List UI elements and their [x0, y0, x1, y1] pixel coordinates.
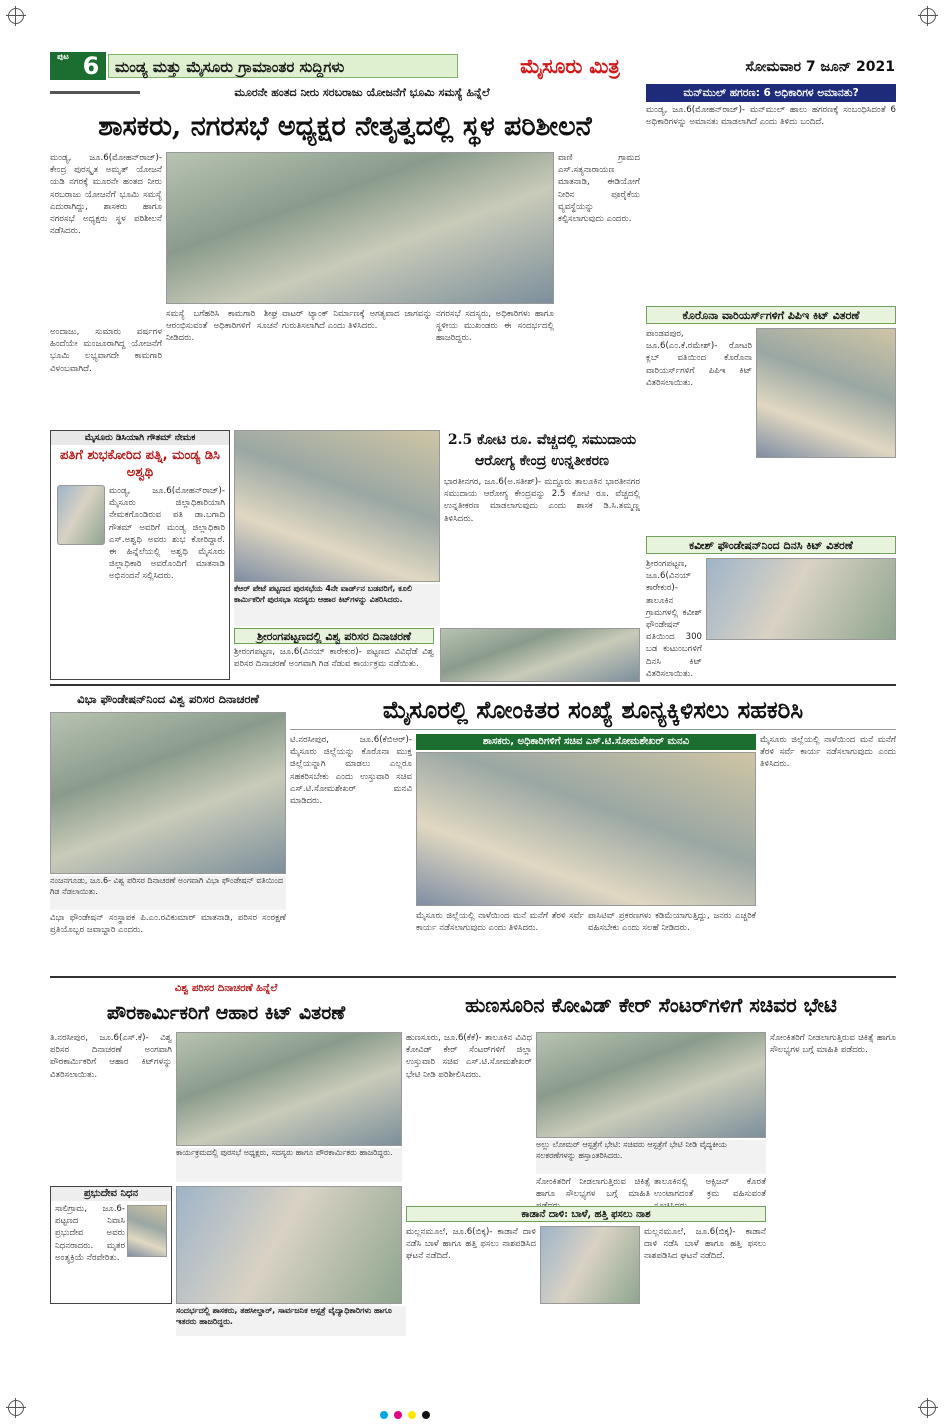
- vibha-caption: ನಂಜನಗೂಡು, ಜೂ.6- ವಿಶ್ವ ಪರಿಸರ ದಿನಾಚರಣೆ ಅಂಗವಾಗಿ ವಿಭಾ ಫೌಂಡೇಷನ್ ವತಿಯಿಂದ ಗಿಡ ನೆಡಲಾಯಿತು.: [50, 876, 286, 910]
- hunsur-body-1: ಹುಣಸೂರು, ಜೂ.6(ಕೆಕೆ)- ತಾಲೂಕಿನ ವಿವಿಧ ಕೋವಿಡ್ ಕೇರ್ ಸೆಂಟರ್‌ಗಳಿಗೆ ಜಿಲ್ಲಾ ಉಸ್ತುವಾರಿ ಸಚಿವ ಎಸ್.ಟಿ.ಸೋಮಶೇಖರ್ ಭೇಟಿ ನೀಡಿ ಪರಿಶೀಲಿಸಿದರು.: [406, 1033, 532, 1080]
- elephant-title-box: [406, 1206, 766, 1222]
- obituary-body: ಸಾಲಿಗ್ರಾಮ, ಜೂ.6- ಪಟ್ಟಣದ ನಿವಾಸಿ ಪ್ರಭುದೇವ ಅವರು ನಿಧನರಾದರು. ಮೃತರ ಅಂತ್ಯಕ್ರಿಯೆ ನೆರವೇರಿತು.: [55, 1204, 125, 1263]
- mysore-zero-body-2: ಮೈಸೂರು ಜಿಲ್ಲೆಯಲ್ಲಿ ನಾಳೆಯಿಂದ ಮನೆ ಮನೆಗೆ ತೆರಳಿ ಸರ್ವೆ ಕಾರ್ಯ ನಡೆಸಲಾಗುವುದು ಎಂದು ತಿಳಿಸಿದರು.: [416, 911, 584, 934]
- vibha-photo: [50, 712, 286, 874]
- elephant-body-2: ಮಲ್ಲನಮೂಲೆ, ಜೂ.6(ಬಿಕ್ಕ)- ಕಾಡಾನೆ ದಾಳಿ ನಡೆಸಿ ಬಾಳೆ ಹಾಗೂ ಹತ್ತಿ ಫಸಲು ನಾಶಪಡಿಸಿದ ಘಟನೆ ನಡೆದಿದೆ.: [644, 1227, 766, 1262]
- registration-mark: [8, 1400, 24, 1416]
- hunsur-caption: ಅಲ್ಲು ಲೋಮರ್ ಆಸ್ಪತ್ರೆಗೆ ಭೇಟಿ: ಸಚಿವರು ಆಸ್ಪತ್ರೆಗೆ ಭೇಟಿ ನೀಡಿ ವೈದ್ಯಕೀಯ ಸಲಕರಣೆಗಳನ್ನು ಹಸ್ತಾಂತರಿಸಿದರು.: [536, 1140, 766, 1174]
- kaveesh-headline: ಕವೀಶ್ ಫೌಂಡೇಷನ್‌ನಿಂದ ದಿನಸಿ ಕಿಟ್ ವಿತರಣೆ: [689, 539, 853, 552]
- corona-warriors-body: ಪಾಂಡವಪುರ, ಜೂ.6(ಎಂ.ಕೆ.ರಮೇಶ್)- ರೋಟರಿ ಕ್ಲಬ್ ವತಿಯಿಂದ ಕೊರೊನಾ ವಾರಿಯರ್ಸ್‌ಗಳಿಗೆ ಪಿಪಿಇ ಕಿಟ್ ವಿತರಿಸಲಾಯಿತು.: [646, 329, 752, 388]
- page-label: [50, 52, 76, 80]
- pourakarmika-caption: ಕಾರ್ಯಕ್ರಮದಲ್ಲಿ ಪುರಸಭೆ ಅಧ್ಯಕ್ಷರು, ಸದಸ್ಯರು ಹಾಗೂ ಪೌರಕಾರ್ಮಿಕರು ಹಾಜರಿದ್ದರು.: [176, 1148, 402, 1182]
- lead-body-5: ವಾಣಿ ಗ್ರಾಮದ ಎಸ್.ಸತ್ಯನಾರಾಯಣ ಮಾತನಾಡಿ, ಈಡಿಯೋಗೆ ನೀರಿನ ಪೂರೈಕೆಯ ವ್ಯವಸ್ಥೆಯನ್ನು ಕಲ್ಪಿಸಲಾಗುವುದು ಎಂದರು.: [558, 153, 640, 225]
- hunsur-body-2: ಸೋಂಕಿತರಿಗೆ ನೀಡಲಾಗುತ್ತಿರುವ ಚಿಕಿತ್ಸೆ ಹಾಗೂ ಸೌಲಭ್ಯಗಳ ಬಗ್ಗೆ ಮಾಹಿತಿ: [536, 1177, 650, 1200]
- lead-body-4: ವಾಟರ್ ಟ್ಯಾಂಕ್ ನಿರ್ಮಾಣಕ್ಕೆ ಅಗತ್ಯವಾದ ಜಾಗವನ್ನು ಗುರುತಿಸಲಾಗಿದೆ ಎಂದು ತಿಳಿಸಿದರು.: [282, 309, 432, 332]
- elephant-title: ಕಾಡಾನೆ ದಾಳಿ: ಬಾಳೆ, ಹತ್ತಿ ಫಸಲು ನಾಶ: [521, 1209, 651, 1220]
- pourakarmika-headline: ಪೌರಕಾರ್ಮಿಕರಿಗೆ ಆಹಾರ ಕಿಟ್ ವಿತರಣೆ: [106, 1002, 346, 1024]
- food-kit-caption: ಕೆಆರ್ ಪೇಟೆ ಪಟ್ಟಣದ ಪುರಸಭೆಯ 4ನೇ ವಾರ್ಡ್‌ನ ಬಡವರಿಗೆ, ಕೂಲಿ ಕಾರ್ಮಿಕರಿಗೆ ಪುರಸಭಾ ಸದಸ್ಯರು ಆಹಾರ ಕಿಟ್‌ಗಳನ್ನು ವಿತರಿಸಿದರು.: [234, 584, 440, 626]
- hunsur-photo: [536, 1032, 766, 1138]
- obituary-portrait: [127, 1205, 167, 1257]
- pourakarmika-body: ತಿ.ನರಸೀಪುರ, ಜೂ.6(ಎಸ್.ಕೆ)- ವಿಶ್ವ ಪರಿಸರ ದಿನಾಚರಣೆ ಅಂಗವಾಗಿ ಪೌರಕಾರ್ಮಿಕರಿಗೆ ಆಹಾರ ಕಿಟ್‌ಗಳನ್ನು ವಿತರಿಸಲಾಯಿತು.: [50, 1033, 172, 1080]
- registration-mark: [8, 8, 24, 24]
- section-divider: [50, 976, 896, 978]
- cyan-dot: [380, 1411, 388, 1419]
- lead-body-6: ನಗರಸಭೆ ಸದಸ್ಯರು, ಅಧಿಕಾರಿಗಳು ಹಾಗೂ ಸ್ಥಳೀಯ ಮುಖಂಡರು ಈ ಸಂದರ್ಭದಲ್ಲಿ ಹಾಜರಿದ್ದರು.: [436, 309, 554, 344]
- srirangapatna-body: ಶ್ರೀರಂಗಪಟ್ಟಣ, ಜೂ.6(ವಿನಯ್ ಕಾರೇಕುರ)- ಪಟ್ಟಣದ ವಿವಿಧೆಡೆ ವಿಶ್ವ ಪರಿಸರ ದಿನಾಚರಣೆ ಅಂಗವಾಗಿ ಗಿಡ ನೆಡುವ ಕಾರ್ಯಕ್ರಮ ನಡೆಯಿತು.: [234, 647, 434, 670]
- kaveesh-title-box: [646, 536, 896, 554]
- section-title: ಮಂಡ್ಯ ಮತ್ತು ಮೈಸೂರು ಗ್ರಾಮಾಂತರ ಸುದ್ದಿಗಳು: [108, 54, 458, 78]
- srirangapatna-story: [234, 628, 640, 682]
- mysore-zero-body-1: ಟಿ.ನರಸೀಪುರ, ಜೂ.6(ಕೆಬಿಆರ್)- ಮೈಸೂರು ಜಿಲ್ಲೆಯನ್ನು ಕೊರೊನಾ ಮುಕ್ತ ಜಿಲ್ಲೆಯನ್ನಾಗಿ ಮಾಡಲು ಎಲ್ಲರೂ ಸಹಕರಿಸಬೇಕು ಎಂದು ಉಸ್ತುವಾರಿ ಸಚಿವ ಎಸ್.ಟಿ.ಸೋಮಶೇಖರ್ ಮನವಿ ಮಾಡಿದರು.: [290, 735, 412, 807]
- section-divider: [50, 684, 896, 686]
- dc-kicker: ಮೈಸೂರು ಡಿಸಿಯಾಗಿ ಗೌತಮ್ ನೇಮಕ: [51, 431, 229, 445]
- lead-headline: ಶಾಸಕರು, ನಗರಸಭೆ ಅಧ್ಯಕ್ಷರ ನೇತೃತ್ವದಲ್ಲಿ ಸ್ಥಳ ಪರಿಶೀಲನೆ: [98, 111, 592, 142]
- issue-date: ಸೋಮವಾರ 7 ಜೂನ್ 2021: [745, 59, 895, 75]
- lead-body-3: ಸಮಸ್ಯೆ ಬಗೆಹರಿಸಿ ಕಾಮಗಾರಿ ಶೀಘ್ರ ಆರಂಭಿಸುವಂತೆ ಅಧಿಕಾರಿಗಳಿಗೆ ಸೂಚನೆ ನೀಡಿದರು.: [166, 309, 278, 344]
- masks-body: ಮಂಡ್ಯ, ಜೂ.6(ಮೋಹನ್‌ರಾಜ್)- ಮನ್‌ಮುಲ್ ಹಾಲು ಹಗರಣಕ್ಕೆ ಸಂಬಂಧಿಸಿದಂತೆ 6 ಅಧಿಕಾರಿಗಳನ್ನು ಅಮಾನತು ಮಾಡಲಾಗಿದೆ ಎಂದು ತಿಳಿದು ಬಂದಿದೆ.: [646, 105, 896, 128]
- mysore-zero-photo: [416, 752, 756, 906]
- ppe-kit-photo: [756, 328, 896, 458]
- lead-body-1: ಮಂಡ್ಯ, ಜೂ.6(ಮೋಹನ್‌ರಾಜ್)- ಕೇಂದ್ರ ಪುರಸ್ಕೃತ ಅಮೃತ್ ಯೋಜನೆ ಯಡಿ ನಗರಕ್ಕೆ ಮೂರನೇ ಹಂತದ ನೀರು ಸರಬರಾಜು ಯೋಜನೆಗೆ ಭೂಮಿ ಸಮಸ್ಯೆ ಎದುರಾಗಿದ್ದು, ಶಾಸಕರು ಹಾಗೂ ನಗರಸಭೆ ಅಧ್ಯಕ್ಷರು ಸ್ಥಳ ಪರಿಶೀಲನೆ ನಡೆಸಿದರು.: [50, 153, 162, 237]
- lead-kicker-bar: [50, 84, 640, 102]
- food-kit-photo: [234, 430, 440, 582]
- lead-kicker: ಮೂರನೇ ಹಂತದ ನೀರು ಸರಬರಾಜು ಯೋಜನೆಗೆ ಭೂಮಿ ಸಮಸ್ಯೆ ಹಿನ್ನೆಲೆ: [234, 86, 490, 99]
- health-centre-story: [444, 430, 640, 626]
- page-number: 6: [76, 52, 106, 80]
- pourakarmika-kicker: ವಿಶ್ವ ಪರಿಸರ ದಿನಾಚರಣೆ ಹಿನ್ನೆಲೆ: [174, 983, 278, 994]
- srirangapatna-headline: ಶ್ರೀರಂಗಪಟ್ಟಣದಲ್ಲಿ ವಿಶ್ವ ಪರಿಸರ ದಿನಾಚರಣೆ: [234, 628, 434, 644]
- magenta-dot: [394, 1411, 402, 1419]
- registration-mark: [920, 8, 936, 24]
- page-header: [50, 52, 895, 80]
- print-color-bar: [380, 1404, 560, 1414]
- obituary: [50, 1186, 172, 1304]
- black-dot: [422, 1411, 430, 1419]
- hunsur-body-side: ಸೋಂಕಿತರಿಗೆ ನೀಡಲಾಗುತ್ತಿರುವ ಚಿಕಿತ್ಸೆ ಹಾಗೂ ಸೌಲಭ್ಯಗಳ ಬಗ್ಗೆ ಮಾಹಿತಿ ಪಡೆದರು.: [770, 1033, 896, 1056]
- dc-headline: ಪತಿಗೆ ಶುಭಕೋರಿದ ಪತ್ನಿ, ಮಂಡ್ಯ ಡಿಸಿ ಅಶ್ವಥಿ: [60, 448, 220, 480]
- vibha-body: ವಿಭಾ ಫೌಂಡೇಷನ್ ಸಂಸ್ಥಾಪಕ ಪಿ.ಎಂ.ರವಿಕುಮಾರ್ ಮಾತನಾಡಿ, ಪರಿಸರ ಸಂರಕ್ಷಣೆ ಪ್ರತಿಯೊಬ್ಬರ ಜವಾಬ್ದಾರಿ ಎಂದರು.: [50, 913, 286, 936]
- mysore-zero-subhead: ಶಾಸಕರು, ಅಧಿಕಾರಿಗಳಿಗೆ ಸಚಿವ ಎಸ್.ಟಿ.ಸೋಮಶೇಖರ್ ಮನವಿ: [482, 736, 690, 747]
- health-headline: 2.5 ಕೋಟಿ ರೂ. ವೆಚ್ಚದಲ್ಲಿ ಸಮುದಾಯ ಆರೋಗ್ಯ ಕೇಂದ್ರ ಉನ್ನತೀಕರಣ: [447, 432, 637, 469]
- health-body: ಭಾರತೀನಗರ, ಜೂ.6(ಅ.ಸತೀಶ್)- ಮದ್ದೂರು ತಾಲೂಕಿನ ಭಾರತೀನಗರ ಸಮುದಾಯ ಆರೋಗ್ಯ ಕೇಂದ್ರವನ್ನು 2.5 ಕೋಟಿ ರೂ. ವೆಚ್ಚದಲ್ಲಿ ಉನ್ನತೀಕರಣ ಮಾಡಲಾಗುವುದು ಎಂದು ಶಾಸಕ ಡಿ.ಸಿ.ತಮ್ಮಣ್ಣ ತಿಳಿಸಿದರು.: [444, 477, 640, 524]
- corona-warriors-title-box: [646, 306, 896, 324]
- masthead: ಮೈಸೂರು ಮಿತ್ರ: [520, 54, 620, 78]
- elephant-body: ಮಲ್ಲನಮೂಲೆ, ಜೂ.6(ಬಿಕ್ಕ)- ಕಾಡಾನೆ ದಾಳಿ ನಡೆಸಿ ಬಾಳೆ ಹಾಗೂ ಹತ್ತಿ ಫಸಲು ನಾಶಪಡಿಸಿದ ಘಟನೆ ನಡೆದಿದೆ.: [406, 1227, 536, 1262]
- mysore-zero-headline: ಮೈಸೂರಲ್ಲಿ ಸೋಂಕಿತರ ಸಂಖ್ಯೆ ಶೂನ್ಯಕ್ಕಿಳಿಸಲು ಸಹಕರಿಸಿ: [290, 690, 896, 730]
- masks-kicker: ಮನ್‌ಮುಲ್ ಹಗರಣ: 6 ಅಧಿಕಾರಿಗಳ ಅಮಾನತು?: [683, 87, 859, 99]
- bottom-caption: ಸಂದರ್ಭದಲ್ಲಿ ಶಾಸಕರು, ತಹಸೀಲ್ದಾರ್, ಸಾರ್ವಜನಿಕ ಆಸ್ಪತ್ರೆ ವೈದ್ಯಾಧಿಕಾರಿಗಳು ಹಾಗೂ ಇತರರು ಹಾಜರಿದ್ದರು.: [176, 1306, 406, 1336]
- corona-warriors-headline: ಕೊರೊನಾ ವಾರಿಯರ್ಸ್‌ಗಳಿಗೆ ಪಿಪಿಇ ಕಿಟ್ ವಿತರಣೆ: [682, 309, 860, 322]
- yellow-dot: [408, 1411, 416, 1419]
- hunsur-body-3: ತಾಲೂಕಿನಲ್ಲಿ ಆಕ್ಸಿಜನ್ ಕೊರತೆ ಉಂಟಾಗದಂತೆ ಕ್ರಮ ವಹಿಸುವಂತೆ: [654, 1177, 766, 1200]
- lead-photo: [166, 152, 554, 304]
- dc-body: ಮಂಡ್ಯ, ಜೂ.6(ಮೋಹನ್‌ರಾಜ್)- ಮೈಸೂರು ಜಿಲ್ಲಾಧಿಕಾರಿಯಾಗಿ ನೇಮಕಗೊಂಡಿರುವ ಪತಿ ಡಾ.ಬಗಾದಿ ಗೌತಮ್ ಅವರಿಗೆ ಮಂಡ್ಯ ಜಿಲ್ಲಾಧಿಕಾರಿ ಎಸ್.ಅಶ್ವಥಿ ಅವರು ಶುಭ ಕೋರಿದ್ದಾರೆ. ಈ ಹಿನ್ನೆಲೆಯಲ್ಲಿ ಅಶ್ವಥಿ ಮೈಸೂರು ಜಿಲ್ಲಾಧಿಕಾರಿ ಅವರೊಂದಿಗೆ ಮಾತನಾಡಿ ಅಭಿನಂದನೆ ಸಲ್ಲಿಸಿದರು.: [109, 486, 225, 582]
- grocery-kit-photo: [706, 558, 896, 640]
- lead-body-2: ಅಂದಾಜು, ಸುಮಾರು ವರ್ಷಗಳ ಹಿಂದೆಯೇ ಮಂಜೂರಾಗಿದ್ದ ಯೋಜನೆಗೆ ಭೂಮಿ ಲಭ್ಯವಾಗದೇ ಕಾಮಗಾರಿ ವಿಳಂಬವಾಗಿದೆ.: [50, 327, 162, 374]
- vibha-title: [50, 690, 286, 708]
- registration-mark: [920, 1400, 936, 1416]
- hunsur-headline: ಹುಣಸೂರಿನ ಕೋವಿಡ್ ಕೇರ್ ಸೆಂಟರ್‌ಗಳಿಗೆ ಸಚಿವರ ಭೇಟಿ: [465, 993, 837, 1017]
- distribution-photo: [176, 1186, 402, 1304]
- pourakarmika-photo: [176, 1032, 402, 1146]
- kaveesh-body: ಶ್ರೀರಂಗಪಟ್ಟಣ, ಜೂ.6(ವಿನಯ್ ಕಾರೇಕುರ)- ತಾಲೂಕಿನ ಗ್ರಾಮಗಳಲ್ಲಿ ಕವೀಶ್ ಫೌಂಡೇಷನ್ ವತಿಯಿಂದ 300 ಬಡ ಕುಟುಂಬಗಳಿಗೆ ದಿನಸಿ ಕಿಟ್ ವಿತರಿಸಲಾಯಿತು.: [646, 559, 702, 679]
- page-label-text: ಪುಟ: [57, 52, 69, 61]
- mysore-zero-body-3: ಪಾಸಿಟಿವ್ ಪ್ರಕರಣಗಳು ಕಡಿಮೆಯಾಗುತ್ತಿದ್ದು, ಜನರು ಎಚ್ಚರಿಕೆ ವಹಿಸಬೇಕು ಎಂದು ಸಲಹೆ ನೀಡಿದರು.: [588, 911, 756, 934]
- masks-kicker-bar: [646, 84, 896, 102]
- obituary-title: ಪ್ರಭುದೇವ ನಿಧನ: [51, 1187, 171, 1201]
- mysore-zero-body-side: ಮೈಸೂರು ಜಿಲ್ಲೆಯಲ್ಲಿ ನಾಳೆಯಿಂದ ಮನೆ ಮನೆಗೆ ತೆರಳಿ ಸರ್ವೆ ಕಾರ್ಯ ನಡೆಸಲಾಗುವುದು ಎಂದು ತಿಳಿಸಿದರು.: [760, 735, 896, 770]
- dc-portrait: [57, 485, 105, 545]
- divider: [50, 91, 140, 94]
- environment-photo: [440, 628, 640, 682]
- elephant-photo: [540, 1226, 640, 1304]
- dc-story: [50, 430, 230, 680]
- vibha-headline: ವಿಭಾ ಫೌಂಡೇಷನ್‌ನಿಂದ ವಿಶ್ವ ಪರಿಸರ ದಿನಾಚರಣೆ: [77, 692, 259, 706]
- mysore-zero-subhead-bar: [416, 734, 756, 750]
